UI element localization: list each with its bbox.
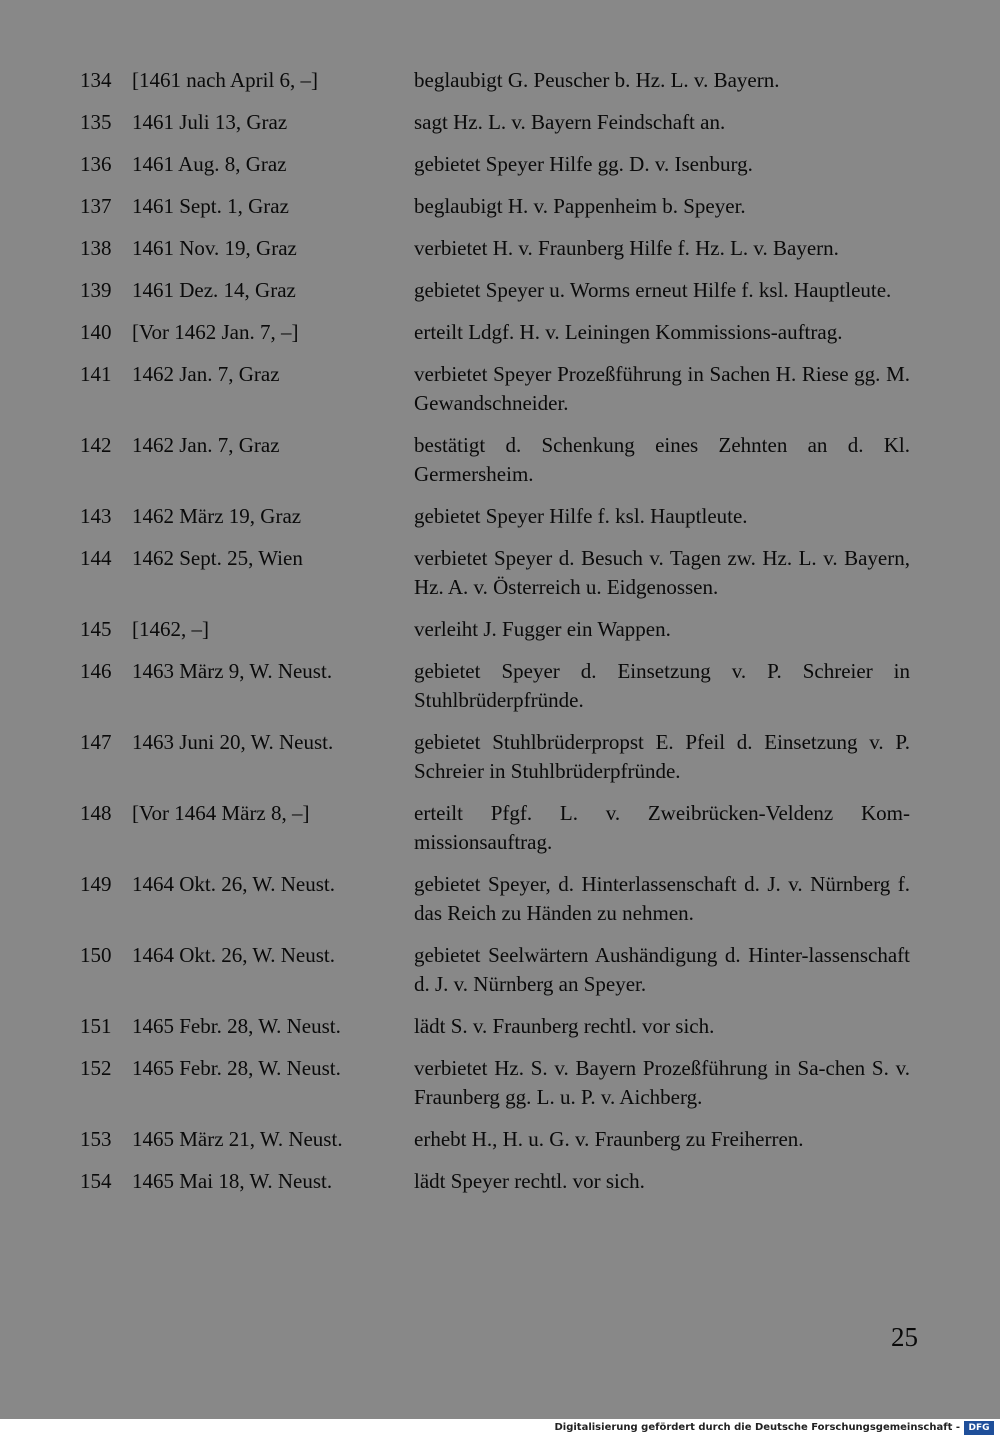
entry-row <box>80 276 910 305</box>
entry-num: 149 <box>80 872 112 896</box>
entry-num: 141 <box>80 362 112 386</box>
entry-text: verbietet H. v. Fraunberg Hilfe f. Hz. L. v. Bayern. <box>414 236 839 260</box>
entry-num: 136 <box>80 152 112 176</box>
entry-num: 144 <box>80 546 112 570</box>
entry-num: 153 <box>80 1127 112 1151</box>
entry-date: [1461 nach April 6, –] <box>132 68 319 92</box>
entry-row <box>80 318 910 347</box>
entry-row <box>80 941 910 999</box>
entry-date: 1462 März 19, Graz <box>132 504 302 528</box>
entry-date: 1462 Jan. 7, Graz <box>132 362 280 386</box>
entry-row <box>80 360 910 418</box>
entry-num: 135 <box>80 110 112 134</box>
entry-date: 1461 Nov. 19, Graz <box>132 236 297 260</box>
entry-text: sagt Hz. L. v. Bayern Feindschaft an. <box>414 110 726 134</box>
entry-row <box>80 615 910 644</box>
entry-date: 1461 Aug. 8, Graz <box>132 152 287 176</box>
entry-row <box>80 544 910 602</box>
entry-date: [Vor 1462 Jan. 7, –] <box>132 320 299 344</box>
entry-date: 1461 Dez. 14, Graz <box>132 278 296 302</box>
entry-row <box>80 1125 910 1154</box>
entry-text: verbietet Speyer Prozeßführung in Sachen H. Riese gg. M. Gewandschneider. <box>414 362 910 415</box>
entry-text: lädt S. v. Fraunberg rechtl. vor sich. <box>414 1014 715 1038</box>
entry-date: 1463 März 9, W. Neust. <box>132 659 333 683</box>
entry-row <box>80 66 910 95</box>
entry-num: 148 <box>80 801 112 825</box>
entry-text: erteilt Ldgf. H. v. Leiningen Kommissions-auftrag. <box>414 320 843 344</box>
entry-row <box>80 799 910 857</box>
entry-row <box>80 1054 910 1112</box>
entry-date: 1461 Juli 13, Graz <box>132 110 288 134</box>
entry-date: 1464 Okt. 26, W. Neust. <box>132 872 336 896</box>
entry-text: beglaubigt H. v. Pappenheim b. Speyer. <box>414 194 746 218</box>
entry-num: 146 <box>80 659 112 683</box>
entry-text: gebietet Seelwärtern Aushändigung d. Hinter-lassenschaft d. J. v. Nürnberg an Speyer. <box>414 943 910 996</box>
entry-row <box>80 728 910 786</box>
entry-text: bestätigt d. Schenkung eines Zehnten an d. Kl. Germersheim. <box>414 433 910 486</box>
entry-date: 1465 März 21, W. Neust. <box>132 1127 343 1151</box>
entry-num: 139 <box>80 278 112 302</box>
entry-text: gebietet Speyer Hilfe gg. D. v. Isenburg. <box>414 152 753 176</box>
entry-num: 134 <box>80 68 112 92</box>
entry-date: 1465 Febr. 28, W. Neust. <box>132 1014 341 1038</box>
entry-text: erhebt H., H. u. G. v. Fraunberg zu Freiherren. <box>414 1127 804 1151</box>
entry-date: 1464 Okt. 26, W. Neust. <box>132 943 336 967</box>
entry-num: 150 <box>80 943 112 967</box>
entry-num: 143 <box>80 504 112 528</box>
entry-date: [Vor 1464 März 8, –] <box>132 801 310 825</box>
entry-row <box>80 1167 910 1196</box>
entry-num: 137 <box>80 194 112 218</box>
entry-row <box>80 150 910 179</box>
entry-date: 1465 Mai 18, W. Neust. <box>132 1169 333 1193</box>
entry-text: verleiht J. Fugger ein Wappen. <box>414 617 671 641</box>
dfg-logo-icon: DFG <box>964 1421 994 1435</box>
footer-bar <box>0 1419 1000 1439</box>
entry-text: gebietet Stuhlbrüderpropst E. Pfeil d. Einsetzung v. P. Schreier in Stuhlbrüderpfründe. <box>414 730 910 783</box>
entry-text: verbietet Speyer d. Besuch v. Tagen zw. Hz. L. v. Bayern, Hz. A. v. Österreich u. Eidgenossen. <box>414 546 910 599</box>
entry-row <box>80 108 910 137</box>
entry-num: 151 <box>80 1014 112 1038</box>
entry-text: lädt Speyer rechtl. vor sich. <box>414 1169 645 1193</box>
entry-num: 138 <box>80 236 112 260</box>
entry-date: 1462 Sept. 25, Wien <box>132 546 303 570</box>
entry-text: gebietet Speyer, d. Hinterlassenschaft d. J. v. Nürnberg f. das Reich zu Händen zu nehmen. <box>414 872 910 925</box>
entry-row <box>80 502 910 531</box>
entry-num: 152 <box>80 1056 112 1080</box>
page-number: 25 <box>891 1322 918 1352</box>
entry-row <box>80 1012 910 1041</box>
entry-num: 145 <box>80 617 112 641</box>
entry-date: [1462, –] <box>132 617 209 641</box>
entry-date: 1461 Sept. 1, Graz <box>132 194 289 218</box>
entry-list <box>80 66 910 1209</box>
entry-row <box>80 431 910 489</box>
entry-row <box>80 192 910 221</box>
entry-row <box>80 657 910 715</box>
entry-date: 1465 Febr. 28, W. Neust. <box>132 1056 341 1080</box>
entry-num: 140 <box>80 320 112 344</box>
entry-date: 1463 Juni 20, W. Neust. <box>132 730 334 754</box>
entry-text: gebietet Speyer u. Worms erneut Hilfe f. ksl. Hauptleute. <box>414 278 892 302</box>
footer-credit: Digitalisierung gefördert durch die Deutsche Forschungsgemeinschaft - <box>554 1422 960 1433</box>
entry-text: verbietet Hz. S. v. Bayern Prozeßführung in Sa-chen S. v. Fraunberg gg. L. u. P. v. Aichberg. <box>414 1056 910 1109</box>
entry-row <box>80 234 910 263</box>
entry-num: 147 <box>80 730 112 754</box>
entry-num: 154 <box>80 1169 112 1193</box>
entry-text: erteilt Pfgf. L. v. Zweibrücken-Veldenz Kom-missionsauftrag. <box>414 801 910 854</box>
entry-text: gebietet Speyer Hilfe f. ksl. Hauptleute. <box>414 504 748 528</box>
entry-num: 142 <box>80 433 112 457</box>
entry-text: beglaubigt G. Peuscher b. Hz. L. v. Bayern. <box>414 68 780 92</box>
entry-date: 1462 Jan. 7, Graz <box>132 433 280 457</box>
entry-row <box>80 870 910 928</box>
entry-text: gebietet Speyer d. Einsetzung v. P. Schreier in Stuhlbrüderpfründe. <box>414 659 910 712</box>
